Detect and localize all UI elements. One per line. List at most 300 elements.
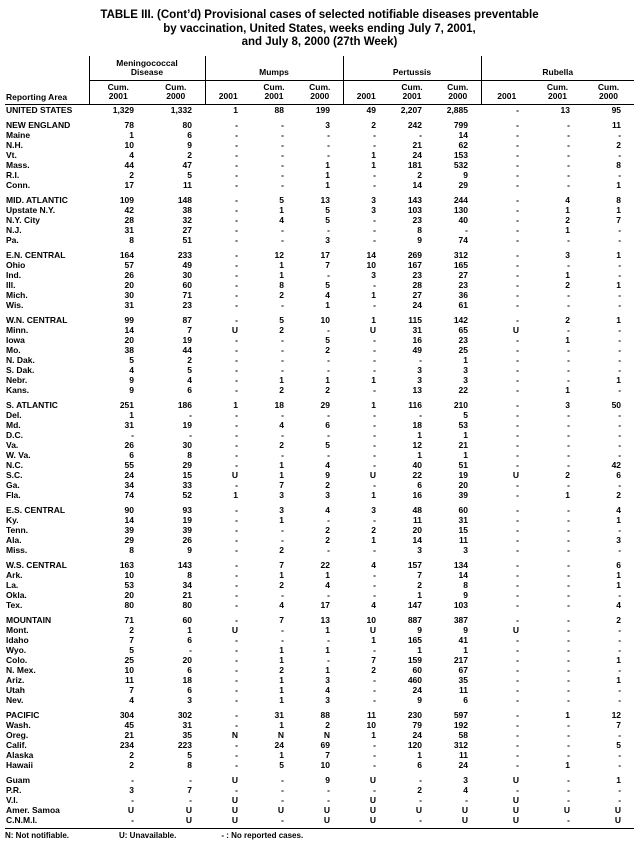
reporting-area-w-s-central: W.S. CENTRAL (6, 559, 67, 570)
value-cell: - (373, 334, 376, 345)
value-cell: - (618, 344, 622, 355)
value-cell: 25 (124, 654, 134, 665)
value-cell: U (512, 814, 519, 825)
value-cell: 1 (279, 684, 284, 695)
value-cell: - (235, 479, 238, 490)
value-cell: 1 (616, 374, 622, 385)
value-cell: 2 (279, 384, 284, 395)
value-cell: 134 (453, 559, 468, 570)
value-cell: 27 (412, 289, 422, 300)
value-cell: - (516, 709, 519, 720)
value-cell: 1 (279, 374, 284, 385)
value-cell: 3 (463, 364, 468, 375)
value-cell: - (373, 214, 376, 225)
value-cell: 3 (325, 674, 330, 685)
value-cell: 1 (279, 644, 284, 655)
value-cell: 19 (182, 419, 192, 430)
column-group-mumps: Mumps (205, 56, 343, 81)
reporting-area-ariz: Ariz. (6, 674, 25, 685)
value-cell: 3 (417, 374, 422, 385)
value-cell: 233 (177, 249, 192, 260)
value-cell: - (235, 759, 238, 770)
value-cell: 5 (325, 439, 330, 450)
value-cell: 2 (371, 119, 376, 130)
value-cell: 8 (129, 544, 134, 555)
value-cell: 9 (417, 624, 422, 635)
value-cell: - (327, 364, 330, 375)
value-cell: - (235, 459, 238, 470)
value-cell: - (281, 299, 284, 310)
value-cell: - (516, 514, 519, 525)
value-cell: - (235, 504, 238, 515)
value-cell: - (281, 784, 284, 795)
value-cell: - (567, 459, 570, 470)
value-cell: 5 (187, 169, 192, 180)
value-cell: - (235, 194, 238, 205)
value-cell: 53 (124, 579, 134, 590)
value-cell: 10 (320, 314, 330, 325)
value-cell: 1 (279, 514, 284, 525)
value-cell: 9 (325, 469, 330, 480)
value-cell: 62 (458, 139, 468, 150)
value-cell: - (235, 119, 238, 130)
value-cell: - (327, 449, 330, 460)
value-cell: 115 (408, 314, 422, 325)
value-cell: 116 (408, 399, 422, 410)
value-cell: 6 (417, 479, 422, 490)
value-cell: - (516, 579, 519, 590)
value-cell: 2 (279, 439, 284, 450)
value-cell: 1 (616, 774, 622, 785)
value-cell: - (516, 479, 519, 490)
value-cell: - (516, 674, 519, 685)
value-cell: - (516, 149, 519, 160)
value-cell: 6 (187, 129, 192, 140)
value-cell: - (567, 719, 570, 730)
row-n-j (5, 225, 634, 235)
value-cell: - (618, 524, 622, 535)
value-cell: - (281, 159, 284, 170)
value-cell: - (618, 149, 622, 160)
value-cell: - (516, 214, 519, 225)
column-header-rubella-2001: 2001 (481, 80, 532, 104)
value-cell: 42 (611, 459, 622, 470)
value-cell: U (369, 324, 376, 335)
row-s-atlantic (5, 395, 634, 410)
value-cell: 1 (371, 314, 376, 325)
value-cell: - (516, 719, 519, 730)
value-cell: 16 (412, 489, 422, 500)
value-cell: 2 (187, 354, 192, 365)
value-cell: - (516, 729, 519, 740)
value-cell: 60 (182, 279, 192, 290)
value-cell: 29 (182, 459, 192, 470)
value-cell: - (281, 534, 284, 545)
table-header (5, 56, 634, 105)
value-cell: - (516, 614, 519, 625)
value-cell: 8 (187, 569, 192, 580)
row-s-c (5, 470, 634, 480)
value-cell: - (235, 664, 238, 675)
value-cell: - (235, 374, 238, 385)
value-cell: 20 (124, 589, 134, 600)
value-cell: 21 (182, 589, 192, 600)
title-line-3: and July 8, 2000 (27th Week) (241, 36, 398, 48)
value-cell: 6 (417, 759, 422, 770)
value-cell: 26 (124, 439, 134, 450)
reporting-area-ga: Ga. (6, 479, 20, 490)
value-cell: - (235, 409, 238, 420)
value-cell: 60 (182, 614, 192, 625)
value-cell: 8 (616, 194, 622, 205)
value-cell: 67 (458, 664, 468, 675)
value-cell: - (327, 544, 330, 555)
value-cell: 99 (124, 314, 134, 325)
column-group-pertussis: Pertussis (343, 56, 481, 81)
value-cell: 22 (320, 559, 330, 570)
value-cell: 9 (325, 774, 330, 785)
value-cell: 2 (279, 289, 284, 300)
reporting-area-hawaii: Hawaii (6, 759, 33, 770)
value-cell: - (373, 739, 376, 750)
value-cell: 6 (187, 684, 192, 695)
row-wyo (5, 645, 634, 655)
value-cell: - (516, 589, 519, 600)
footnote-no-reported-cases: - : No reported cases. (221, 830, 304, 840)
value-cell: 244 (453, 194, 468, 205)
value-cell: - (516, 429, 519, 440)
value-cell: - (235, 299, 238, 310)
row-pacific (5, 705, 634, 720)
value-cell: - (235, 224, 238, 235)
value-cell: 32 (182, 214, 192, 225)
value-cell: 3 (417, 364, 422, 375)
value-cell: U (512, 469, 519, 480)
value-cell: - (327, 139, 330, 150)
reporting-area-n-h: N.H. (6, 139, 23, 150)
value-cell: - (235, 354, 238, 365)
value-cell: - (281, 234, 284, 245)
reporting-area-ind: Ind. (6, 269, 22, 280)
value-cell: - (567, 814, 570, 825)
value-cell: 1 (279, 569, 284, 580)
value-cell: 5 (325, 214, 330, 225)
value-cell: - (281, 589, 284, 600)
value-cell: - (618, 354, 622, 365)
value-cell: - (516, 299, 519, 310)
value-cell: 34 (124, 479, 134, 490)
value-cell: 6 (187, 634, 192, 645)
value-cell: 38 (182, 204, 192, 215)
value-cell: - (516, 489, 519, 500)
value-cell: - (618, 449, 622, 460)
value-cell: - (373, 684, 376, 695)
value-cell: 2 (129, 169, 134, 180)
value-cell: 3 (325, 234, 330, 245)
value-cell: - (618, 439, 622, 450)
reporting-area-c-n-m-i: C.N.M.I. (6, 814, 38, 825)
row-wis (5, 300, 634, 310)
value-cell: 130 (453, 204, 468, 215)
value-cell: 3 (371, 194, 376, 205)
value-cell: - (567, 354, 570, 365)
value-cell: 13 (560, 104, 570, 115)
value-cell: - (618, 324, 622, 335)
reporting-area-idaho: Idaho (6, 634, 29, 645)
row-e-s-central (5, 500, 634, 515)
value-cell: - (235, 204, 238, 215)
value-cell: 1 (325, 374, 330, 385)
value-cell: - (618, 479, 622, 490)
reporting-area-wash: Wash. (6, 719, 31, 730)
value-cell: - (373, 169, 376, 180)
value-cell: 2 (279, 324, 284, 335)
value-cell: U (323, 814, 330, 825)
value-cell: 4 (129, 364, 134, 375)
value-cell: - (567, 179, 570, 190)
value-cell: - (373, 759, 376, 770)
value-cell: 17 (124, 179, 134, 190)
value-cell: 2 (187, 149, 192, 160)
reporting-area-tex: Tex. (6, 599, 23, 610)
value-cell: - (327, 149, 330, 160)
value-cell: 597 (453, 709, 468, 720)
value-cell: - (516, 419, 519, 430)
value-cell: - (235, 654, 238, 665)
value-cell: 4 (371, 559, 376, 570)
value-cell: 103 (453, 599, 468, 610)
row-guam (5, 770, 634, 785)
value-cell: 3 (279, 504, 284, 515)
value-cell: - (618, 644, 622, 655)
value-cell: U (415, 804, 422, 815)
value-cell: 49 (182, 259, 192, 270)
value-cell: 7 (187, 324, 192, 335)
value-cell: - (567, 419, 570, 430)
row-e-n-central (5, 245, 634, 260)
value-cell: - (373, 299, 376, 310)
value-cell: 1 (325, 664, 330, 675)
value-cell: - (567, 159, 570, 170)
value-cell: 1 (565, 709, 570, 720)
value-cell: 21 (124, 729, 134, 740)
value-cell: - (567, 654, 570, 665)
value-cell: N (323, 729, 330, 740)
value-cell: - (235, 559, 238, 570)
notifiable-diseases-table (5, 56, 634, 825)
value-cell: 14 (124, 514, 134, 525)
value-cell: - (516, 439, 519, 450)
value-cell: 12 (412, 439, 422, 450)
value-cell: 29 (124, 534, 134, 545)
reporting-area-miss: Miss. (6, 544, 28, 555)
reporting-area-pacific: PACIFIC (6, 709, 40, 720)
value-cell: 3 (325, 119, 330, 130)
reporting-area-e-s-central: E.S. CENTRAL (6, 504, 66, 515)
value-cell: 3 (565, 249, 570, 260)
value-cell: - (516, 399, 519, 410)
value-cell: - (235, 129, 238, 140)
value-cell: 1 (279, 719, 284, 730)
value-cell: 26 (182, 534, 192, 545)
footnote-unavailable: U: Unavailable. (119, 830, 177, 840)
row-va (5, 440, 634, 450)
value-cell: 165 (407, 634, 422, 645)
value-cell: 7 (187, 784, 192, 795)
value-cell: 44 (124, 159, 134, 170)
value-cell: - (419, 814, 422, 825)
value-cell: 142 (453, 314, 468, 325)
value-cell: 5 (325, 334, 330, 345)
value-cell: 460 (407, 674, 422, 685)
value-cell: - (516, 374, 519, 385)
value-cell: 4 (325, 289, 330, 300)
value-cell: - (516, 289, 519, 300)
value-cell: - (235, 614, 238, 625)
value-cell: - (516, 694, 519, 705)
row-n-mex (5, 665, 634, 675)
value-cell: - (516, 559, 519, 570)
value-cell: U (231, 469, 238, 480)
value-cell: 8 (463, 579, 468, 590)
value-cell: - (373, 579, 376, 590)
value-cell: 12 (274, 249, 284, 260)
reporting-area-alaska: Alaska (6, 749, 34, 760)
value-cell: 27 (182, 224, 192, 235)
value-cell: - (419, 129, 422, 140)
value-cell: 1 (279, 204, 284, 215)
value-cell: 40 (412, 459, 422, 470)
value-cell: - (516, 139, 519, 150)
value-cell: - (618, 794, 622, 805)
value-cell: - (373, 179, 376, 190)
row-la (5, 580, 634, 590)
value-cell: U (614, 804, 622, 815)
value-cell: - (281, 119, 284, 130)
value-cell: - (235, 234, 238, 245)
value-cell: - (567, 514, 570, 525)
value-cell: 9 (129, 374, 134, 385)
value-cell: 30 (182, 439, 192, 450)
value-cell: 1 (371, 289, 376, 300)
row-n-h (5, 140, 634, 150)
value-cell: - (235, 159, 238, 170)
value-cell: 18 (274, 399, 284, 410)
value-cell: - (235, 384, 238, 395)
value-cell: 5 (616, 739, 622, 750)
value-cell: - (281, 179, 284, 190)
value-cell: 143 (177, 559, 192, 570)
value-cell: 31 (124, 299, 134, 310)
row-wash (5, 720, 634, 730)
row-nebr (5, 375, 634, 385)
reporting-area-calif: Calif. (6, 739, 27, 750)
value-cell: - (567, 479, 570, 490)
value-cell: - (189, 429, 192, 440)
value-cell: 1 (565, 224, 570, 235)
value-cell: 8 (129, 234, 134, 245)
value-cell: 532 (453, 159, 468, 170)
value-cell: 44 (182, 344, 192, 355)
row-s-dak (5, 365, 634, 375)
row-mass (5, 160, 634, 170)
value-cell: 164 (119, 249, 134, 260)
value-cell: 14 (458, 569, 468, 580)
value-cell: 11 (183, 179, 192, 190)
row-ohio (5, 260, 634, 270)
value-cell: - (516, 194, 519, 205)
value-cell: 7 (279, 559, 284, 570)
value-cell: 4 (129, 149, 134, 160)
value-cell: 1 (279, 259, 284, 270)
value-cell: 223 (177, 739, 192, 750)
reporting-area-okla: Okla. (6, 589, 27, 600)
value-cell: - (516, 179, 519, 190)
value-cell: 192 (453, 719, 468, 730)
value-cell: 1 (616, 204, 622, 215)
column-header-meningococcal-disease-cum-2000: Cum. 2000 (147, 80, 205, 104)
value-cell: 47 (182, 159, 192, 170)
reporting-area-ark: Ark. (6, 569, 23, 580)
value-cell: - (567, 684, 570, 695)
value-cell: - (567, 544, 570, 555)
value-cell: - (373, 749, 376, 760)
value-cell: 4 (325, 504, 330, 515)
value-cell: 1 (371, 399, 376, 410)
value-cell: - (567, 694, 570, 705)
value-cell: - (567, 324, 570, 335)
reporting-area-s-c: S.C. (6, 469, 23, 480)
value-cell: - (327, 129, 330, 140)
value-cell: - (567, 429, 570, 440)
value-cell: - (618, 759, 622, 770)
row-okla (5, 590, 634, 600)
value-cell: N (277, 729, 284, 740)
value-cell: 8 (417, 224, 422, 235)
reporting-area-w-va: W. Va. (6, 449, 31, 460)
row-v-i (5, 795, 634, 805)
value-cell: 167 (407, 259, 422, 270)
row-fla (5, 490, 634, 500)
value-cell: 2 (371, 664, 376, 675)
value-cell: 1 (187, 624, 192, 635)
value-cell: 35 (458, 674, 468, 685)
value-cell: U (461, 804, 468, 815)
value-cell: 1 (371, 489, 376, 500)
value-cell: - (567, 259, 570, 270)
value-cell: 49 (366, 104, 376, 115)
value-cell: 1 (325, 644, 330, 655)
value-cell: - (373, 449, 376, 460)
value-cell: 57 (124, 259, 134, 270)
value-cell: 38 (124, 344, 134, 355)
value-cell: - (235, 644, 238, 655)
value-cell: U (563, 804, 570, 815)
value-cell: - (516, 524, 519, 535)
value-cell: 36 (458, 289, 468, 300)
value-cell: - (373, 364, 376, 375)
value-cell: - (516, 544, 519, 555)
value-cell: 88 (320, 709, 330, 720)
value-cell: 29 (320, 399, 330, 410)
row-ala (5, 535, 634, 545)
value-cell: 11 (459, 684, 468, 695)
value-cell: - (618, 589, 622, 600)
row-ind (5, 270, 634, 280)
value-cell: U (323, 804, 330, 815)
value-cell: 6 (325, 419, 330, 430)
value-cell: - (373, 589, 376, 600)
